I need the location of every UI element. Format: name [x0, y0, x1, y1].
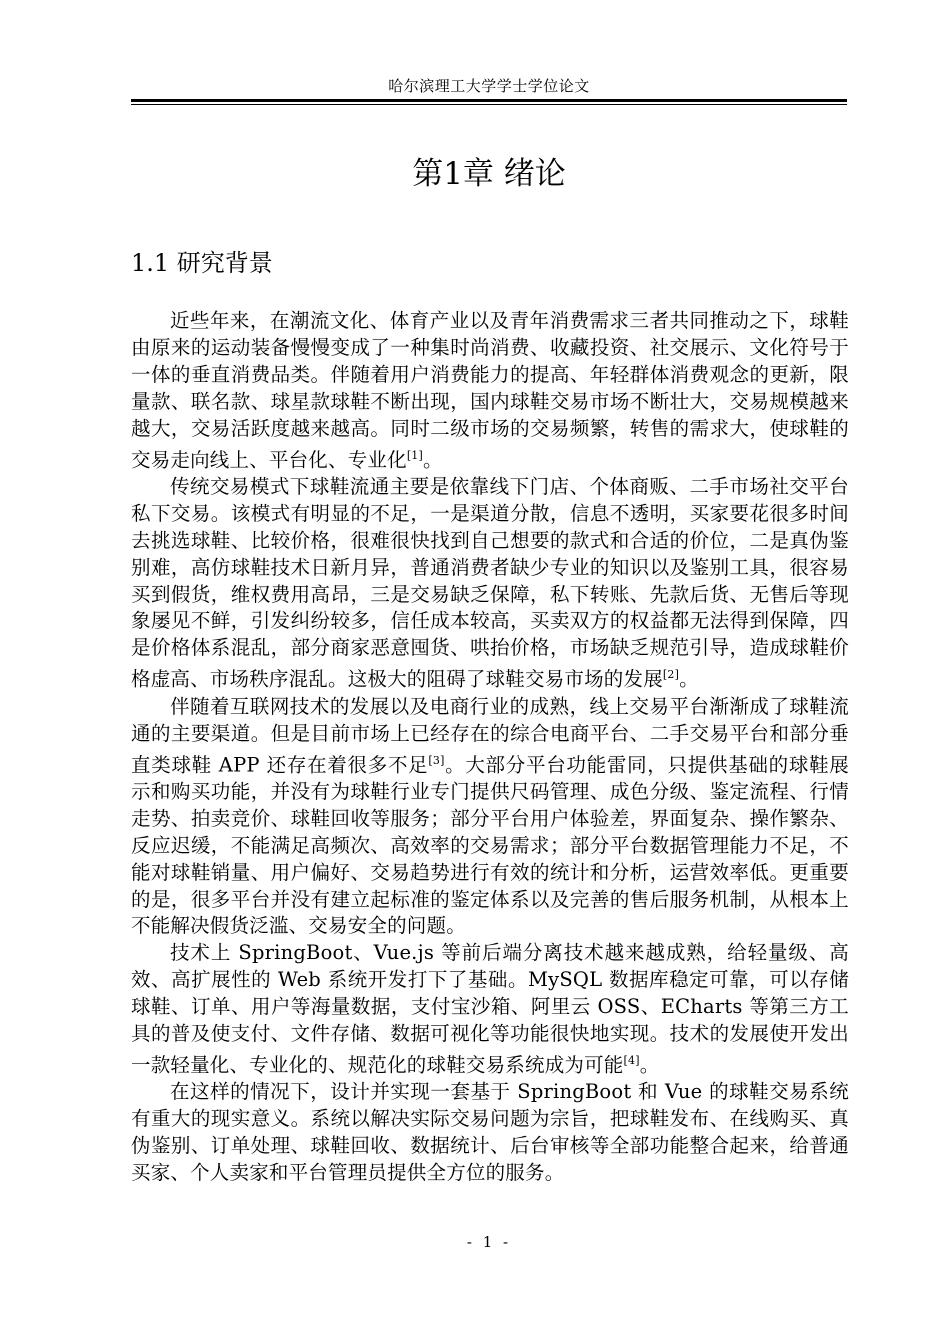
paragraph: [131, 308, 849, 474]
paragraph: [131, 940, 849, 1079]
citation-ref: [4]: [623, 1053, 640, 1067]
header-rule: [131, 99, 847, 102]
running-header: 哈尔滨理工大学学士学位论文: [388, 77, 590, 95]
paragraph-tail: 。大部分平台功能雷同，只提供基础的球鞋展示和购买功能，并没有为球鞋行业专门提供尺码管理、成色分级、鉴定流程、行情走势、拍卖竞价、球鞋回收等服务；部分平台用户体验差，界面复杂、操作繁杂、反应迟缓，不能满足高频次、高效率的交易需求；部分平台数据管理能力不足，不能对球鞋销量、用户偏好、交易趋势进行有效的统计和分析，运营效率低。更重要的是，很多平台并没有建立起标准的鉴定体系以及完善的售后服务机制，从根本上不能解决假货泛滥、交易安全的问题。: [131, 753, 849, 938]
section-title: 1.1 研究背景: [131, 249, 273, 277]
paragraph: [131, 1079, 849, 1187]
citation-ref: [1]: [406, 448, 423, 462]
paragraph: [131, 694, 849, 941]
citation-ref: [3]: [428, 753, 445, 767]
citation-ref: [2]: [662, 668, 680, 682]
paragraph-text: 在这样的情况下，设计并实现一套基于 SpringBoot 和 Vue 的球鞋交易系统有重大的现实意义。系统以解决实际交易问题为宗旨，把球鞋发布、在线购买、真伪鉴别、订单处理、球鞋回收、数据统计、后台审核等全部功能整合起来，给普通买家、个人卖家和平台管理员提供全方位的服务。: [131, 1080, 849, 1185]
paragraph: [131, 474, 849, 694]
paragraph-tail: 。: [423, 448, 443, 472]
chapter-title: 第1章 绪论: [412, 156, 566, 192]
page-number: - 1 -: [466, 1233, 512, 1251]
paragraph-text: 技术上 SpringBoot、Vue.js 等前后端分离技术越来越成熟，给轻量级、高效、高扩展性的 Web 系统开发打下了基础。MySQL 数据库稳定可靠，可以存储球鞋、订单、用户等海量数据，支付宝沙箱、阿里云 OSS、ECharts 等第三方工具的普及使支付、文件存储、数据可视化等功能很快地实现。技术的发展使开发出一款轻量化、专业化的、规范化的球鞋交易系统成为可能: [131, 941, 849, 1077]
body-text: [131, 308, 849, 1187]
paragraph-text: 伴随着互联网技术的发展以及电商行业的成熟，线上交易平台渐渐成了球鞋流通的主要渠道。但是目前市场上已经存在的综合电商平台、二手交易平台和部分垂直类球鞋 APP 还存在着很多不足: [131, 694, 849, 776]
paragraph-tail: 。: [639, 1053, 660, 1077]
paragraph-tail: 。: [679, 667, 699, 691]
header-rule-thin: [131, 104, 847, 105]
paragraph-text: 传统交易模式下球鞋流通主要是依靠线下门店、个体商贩、二手市场社交平台私下交易。该模式有明显的不足，一是渠道分散，信息不透明，买家要花很多时间去挑选球鞋、比较价格，很难很快找到自己想要的款式和合适的价位，二是真伪鉴别难，高仿球鞋技术日新月异，普通消费者缺少专业的知识以及鉴别工具，很容易买到假货，维权费用高昂，三是交易缺乏保障，私下转账、先款后货、无售后等现象屡见不鲜，引发纠纷较多，信任成本较高，买卖双方的权益都无法得到保障，四是价格体系混乱，部分商家恶意囤货、哄抬价格，市场缺乏规范引导，造成球鞋价格虚高、市场秩序混乱。这极大的阻碍了球鞋交易市场的发展: [131, 474, 849, 691]
paragraph-text: 近些年来，在潮流文化、体育产业以及青年消费需求三者共同推动之下，球鞋由原来的运动装备慢慢变成了一种集时尚消费、收藏投资、社交展示、文化符号于一体的垂直消费品类。伴随着用户消费能力的提高、年轻群体消费观念的更新，限量款、联名款、球星款球鞋不断出现，国内球鞋交易市场不断壮大，交易规模越来越大，交易活跃度越来越高。同时二级市场的交易频繁，转售的需求大，使球鞋的交易走向线上、平台化、专业化: [131, 309, 849, 472]
